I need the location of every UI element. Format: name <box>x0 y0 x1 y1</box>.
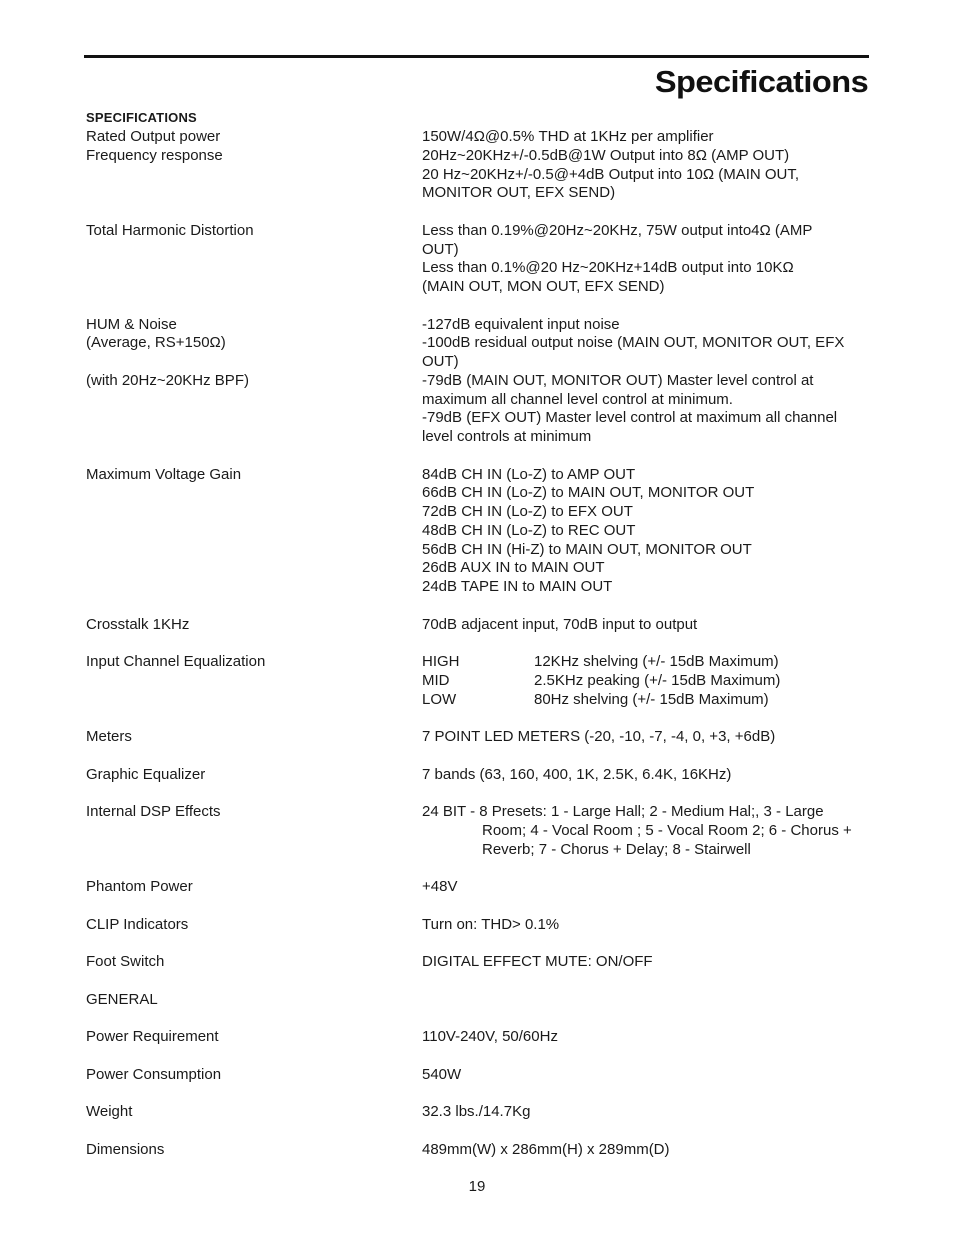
spacer <box>86 934 870 953</box>
spec-label: Total Harmonic Distortion <box>86 221 254 239</box>
spec-label: Crosstalk 1KHz <box>86 615 190 633</box>
page-number: 19 <box>468 1178 486 1195</box>
specifications-list <box>86 128 870 1159</box>
spec-value-line: 72dB CH IN (Lo-Z) to EFX OUT <box>422 503 633 520</box>
spec-value-line: -127dB equivalent input noise <box>422 315 620 333</box>
spec-label: CLIP Indicators <box>86 915 189 933</box>
spec-label: Internal DSP Effects <box>86 803 221 820</box>
spec-foot-switch <box>86 953 870 972</box>
eq-band-name: HIGH <box>422 653 460 670</box>
spec-general-heading <box>86 991 870 1010</box>
spec-value-line: Room; 4 - Vocal Room ; 5 - Vocal Room 2; 6 - Chorus + <box>482 821 852 839</box>
spacer <box>86 1084 870 1103</box>
eq-band-name: LOW <box>422 690 457 708</box>
spec-value: DIGITAL EFFECT MUTE: ON/OFF <box>422 953 653 970</box>
spec-dimensions <box>86 1141 870 1160</box>
spec-label: Foot Switch <box>86 953 165 970</box>
eq-band-name: MID <box>422 671 450 689</box>
spec-value <box>422 466 870 597</box>
spec-value-line: (MAIN OUT, MON OUT, EFX SEND) <box>422 278 665 295</box>
spec-value-line: 56dB CH IN (Hi-Z) to MAIN OUT, MONITOR OUT <box>422 540 752 558</box>
eq-band-row <box>422 672 870 691</box>
spec-label: Input Channel Equalization <box>86 653 266 670</box>
spec-value-line: 84dB CH IN (Lo-Z) to AMP OUT <box>422 465 636 483</box>
spec-value-line: -79dB (MAIN OUT, MONITOR OUT) Master level control at <box>422 371 814 389</box>
spec-value-line: 26dB AUX IN to MAIN OUT <box>422 559 605 577</box>
spacer <box>86 1047 870 1066</box>
spec-value-line: maximum all channel level control at minimum. <box>422 390 733 408</box>
spacer <box>86 1122 870 1141</box>
spacer <box>86 634 870 653</box>
spec-value: 540W <box>422 1065 462 1083</box>
spacer <box>86 597 870 616</box>
spec-phantom-power <box>86 878 870 897</box>
spec-value <box>422 316 870 447</box>
page-title: Specifications <box>654 64 868 99</box>
spec-label-line: (Average, RS+150Ω) <box>86 334 226 352</box>
header-rule <box>84 55 869 58</box>
spec-value: 32.3 lbs./14.7Kg <box>422 1103 531 1120</box>
spec-crosstalk <box>86 616 870 635</box>
spacer <box>86 897 870 916</box>
spec-value: 7 POINT LED METERS (-20, -10, -7, -4, 0, +3, +6dB) <box>422 728 776 745</box>
eq-band-desc: 80Hz shelving (+/- 15dB Maximum) <box>534 690 769 708</box>
spec-value-line: 20Hz~20KHz+/-0.5dB@1W Output into 8Ω (AMP OUT) <box>422 146 790 164</box>
spec-weight <box>86 1103 870 1122</box>
spec-label: Power Requirement <box>86 1028 219 1045</box>
spec-value-line: level controls at minimum <box>422 428 592 445</box>
spec-power-consumption <box>86 1066 870 1085</box>
spec-value-line: -100dB residual output noise (MAIN OUT, MONITOR OUT, EFX <box>422 334 845 352</box>
spec-value-line: Reverb; 7 - Chorus + Delay; 8 - Stairwell <box>482 840 751 858</box>
spec-label: Maximum Voltage Gain <box>86 465 242 483</box>
eq-band-row <box>422 691 870 710</box>
spacer <box>86 297 870 316</box>
spec-meters <box>86 728 870 747</box>
spec-value-line: 24 BIT - 8 Presets: 1 - Large Hall; 2 - Medium Hal;, 3 - Large <box>422 803 824 820</box>
spec-value-line: 20 Hz~20KHz+/-0.5@+4dB Output into 10Ω (MAIN OUT, <box>422 165 800 183</box>
spec-value: 7 bands (63, 160, 400, 1K, 2.5K, 6.4K, 16KHz) <box>422 765 732 783</box>
spec-value-line: Less than 0.19%@20Hz~20KHz, 75W output into4Ω (AMP <box>422 221 813 239</box>
spec-value: +48V <box>422 878 458 895</box>
spec-value <box>422 803 870 859</box>
spacer <box>86 859 870 878</box>
spec-value: Turn on: THD> 0.1% <box>422 915 560 933</box>
spec-label: Graphic Equalizer <box>86 765 206 783</box>
spec-frequency-response <box>86 147 870 203</box>
eq-band-desc: 2.5KHz peaking (+/- 15dB Maximum) <box>534 671 781 689</box>
spec-value-line: MONITOR OUT, EFX SEND) <box>422 184 616 202</box>
spec-value-line: OUT) <box>422 240 459 258</box>
spacer <box>86 784 870 803</box>
spacer <box>86 747 870 766</box>
spec-label: Dimensions <box>86 1140 165 1158</box>
spec-thd <box>86 222 870 297</box>
spec-label-line <box>86 353 422 372</box>
spec-label: Rated Output power <box>86 128 221 145</box>
spec-rated-output <box>86 128 870 147</box>
spec-value <box>422 147 870 203</box>
spec-dsp-effects <box>86 803 870 859</box>
spec-value <box>422 222 870 297</box>
spec-label: Frequency response <box>86 146 223 164</box>
eq-band-desc: 12KHz shelving (+/- 15dB Maximum) <box>534 653 779 670</box>
spec-label: Power Consumption <box>86 1065 222 1083</box>
spec-input-eq <box>86 653 870 709</box>
spacer <box>86 203 870 222</box>
spec-value-line: 24dB TAPE IN to MAIN OUT <box>422 578 613 595</box>
spec-label <box>86 316 422 447</box>
spec-value: 110V-240V, 50/60Hz <box>422 1028 558 1045</box>
spec-value-line: Less than 0.1%@20 Hz~20KHz+14dB output into 10KΩ <box>422 259 794 277</box>
spacer <box>86 972 870 991</box>
spec-value-line: OUT) <box>422 353 459 370</box>
spec-value-line: 48dB CH IN (Lo-Z) to REC OUT <box>422 521 636 539</box>
spec-value: 70dB adjacent input, 70dB input to output <box>422 615 698 633</box>
spec-label: Phantom Power <box>86 878 193 895</box>
spec-power-requirement <box>86 1028 870 1047</box>
spacer <box>86 447 870 466</box>
spacer <box>86 709 870 728</box>
spec-graphic-eq <box>86 766 870 785</box>
spec-label: GENERAL <box>86 990 158 1008</box>
spec-max-voltage-gain <box>86 466 870 597</box>
spec-label: Meters <box>86 728 132 745</box>
spec-label: Weight <box>86 1103 133 1120</box>
spec-value <box>422 653 870 709</box>
spec-value-line: -79dB (EFX OUT) Master level control at maximum all channel <box>422 409 838 427</box>
spec-value: 489mm(W) x 286mm(H) x 289mm(D) <box>422 1140 670 1158</box>
spec-clip-indicators <box>86 916 870 935</box>
spec-value-line: 66dB CH IN (Lo-Z) to MAIN OUT, MONITOR OUT <box>422 484 755 502</box>
spec-value <box>422 991 870 1010</box>
spec-hum-noise <box>86 316 870 447</box>
spec-label-line: HUM & Noise <box>86 315 177 333</box>
section-heading: SPECIFICATIONS <box>86 110 197 125</box>
eq-band-row <box>422 653 870 672</box>
spacer <box>86 1009 870 1028</box>
spec-value: 150W/4Ω@0.5% THD at 1KHz per amplifier <box>422 128 714 145</box>
spec-label-line: (with 20Hz~20KHz BPF) <box>86 371 249 389</box>
